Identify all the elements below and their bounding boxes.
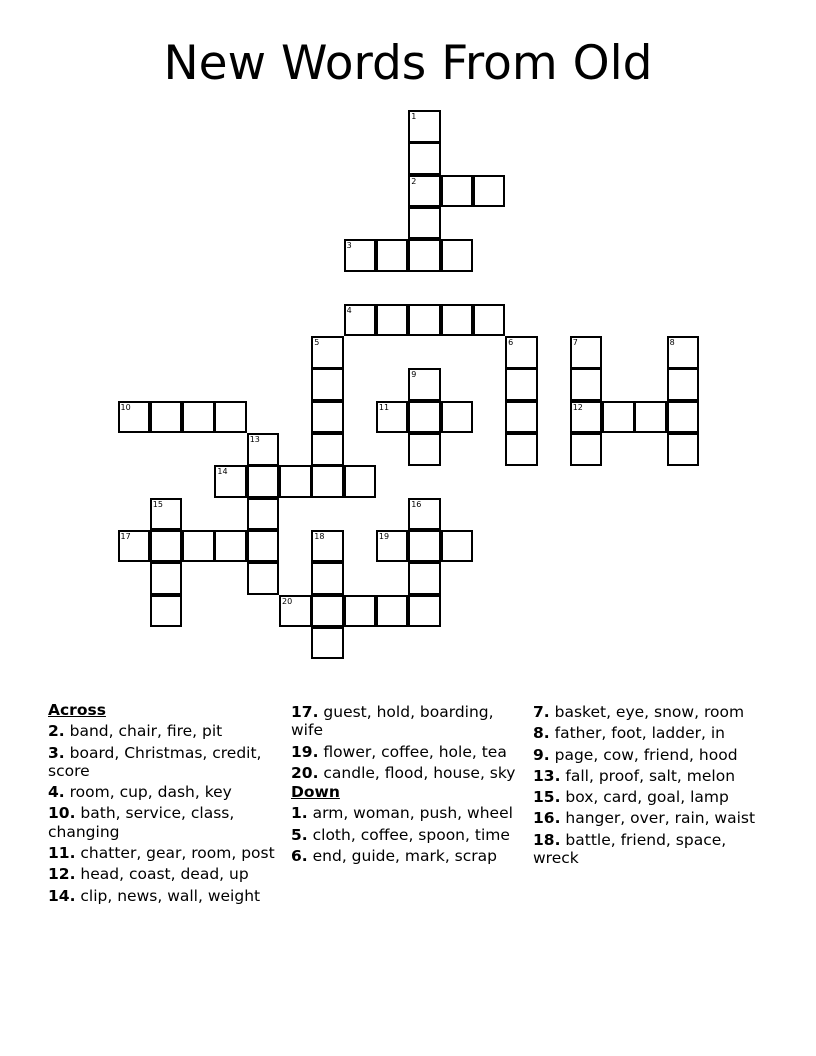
- clue-text: head, coast, dead, up: [80, 865, 249, 884]
- crossword-cell[interactable]: [344, 595, 377, 628]
- clue-number: 3: [346, 241, 352, 251]
- crossword-cell[interactable]: [311, 401, 344, 434]
- crossword-cell[interactable]: [376, 595, 409, 628]
- crossword-cell[interactable]: [570, 401, 603, 434]
- crossword-cell[interactable]: [311, 562, 344, 595]
- clue-num: 2.: [48, 722, 65, 741]
- crossword-cell[interactable]: [441, 304, 474, 337]
- clue-number: 11: [378, 402, 390, 412]
- clue-num: 18.: [533, 830, 561, 849]
- clue-num: 20.: [291, 763, 319, 782]
- clue-number: 20: [282, 596, 293, 606]
- crossword-cell[interactable]: [376, 304, 409, 337]
- crossword-cell[interactable]: [408, 304, 441, 337]
- crossword-cell[interactable]: [634, 401, 667, 434]
- crossword-cell[interactable]: [408, 239, 441, 272]
- crossword-cell[interactable]: [408, 175, 441, 208]
- crossword-cell[interactable]: [441, 175, 474, 208]
- clue-number: 8: [669, 338, 675, 348]
- crossword-cell[interactable]: [408, 207, 441, 240]
- clue-column-2: [291, 700, 519, 865]
- clue-num: 13.: [533, 766, 561, 785]
- clue-text: room, cup, dash, key: [69, 783, 232, 802]
- crossword-cell[interactable]: [505, 401, 538, 434]
- clue-number: 4: [346, 305, 352, 315]
- crossword-cell[interactable]: [214, 401, 247, 434]
- clue-text: cloth, coffee, spoon, time: [312, 825, 510, 844]
- clue-num: 10.: [48, 804, 76, 823]
- crossword-cell[interactable]: [311, 465, 344, 498]
- crossword-cell[interactable]: [247, 465, 280, 498]
- crossword-cell[interactable]: [376, 239, 409, 272]
- crossword-cell[interactable]: [150, 595, 183, 628]
- crossword-cell[interactable]: [247, 562, 280, 595]
- clue-num: 15.: [533, 788, 561, 807]
- crossword-cell[interactable]: [311, 595, 344, 628]
- page-title: New Words From Old: [163, 36, 653, 91]
- crossword-cell[interactable]: [247, 498, 280, 531]
- clue-num: 16.: [533, 809, 561, 828]
- crossword-cell[interactable]: [505, 433, 538, 466]
- clue-across-item: [48, 722, 276, 740]
- crossword-cell[interactable]: [505, 368, 538, 401]
- crossword-cell[interactable]: [505, 336, 538, 369]
- clue-across-item: [291, 743, 519, 761]
- clue-across-item: [291, 764, 519, 782]
- clue-num: 11.: [48, 844, 76, 863]
- crossword-cell[interactable]: [344, 304, 377, 337]
- crossword-cell[interactable]: [344, 465, 377, 498]
- crossword-cell[interactable]: [473, 175, 506, 208]
- clue-number: 6: [508, 338, 514, 348]
- clue-text: bath, service, class, changing: [48, 804, 235, 841]
- down-heading: Down: [291, 783, 340, 802]
- clue-down-item: [533, 767, 761, 785]
- crossword-cell[interactable]: [311, 627, 344, 660]
- crossword-cell[interactable]: [408, 401, 441, 434]
- clue-text: arm, woman, push, wheel: [312, 804, 513, 823]
- clue-text: basket, eye, snow, room: [554, 703, 745, 721]
- clue-text: battle, friend, space, wreck: [533, 830, 727, 868]
- crossword-cell[interactable]: [247, 433, 280, 466]
- crossword-cell[interactable]: [667, 433, 700, 466]
- crossword-cell[interactable]: [279, 465, 312, 498]
- clue-text: guest, hold, boarding, wife: [291, 703, 494, 740]
- crossword-cell[interactable]: [602, 401, 635, 434]
- clue-number: 5: [314, 338, 320, 348]
- clue-down-item: [533, 809, 761, 827]
- crossword-cell[interactable]: [150, 562, 183, 595]
- clue-num: 1.: [291, 804, 308, 823]
- crossword-cell[interactable]: [214, 530, 247, 563]
- clue-text: page, cow, friend, hood: [554, 745, 738, 764]
- clue-number: 19: [378, 531, 390, 541]
- clue-across-item: [48, 844, 276, 862]
- clue-number: 18: [314, 531, 325, 541]
- crossword-cell[interactable]: [344, 239, 377, 272]
- clue-text: board, Christmas, credit, score: [48, 743, 262, 780]
- crossword-cell[interactable]: [408, 142, 441, 175]
- crossword-cell[interactable]: [408, 530, 441, 563]
- crossword-cell[interactable]: [441, 239, 474, 272]
- crossword-cell[interactable]: [473, 304, 506, 337]
- crossword-cell[interactable]: [408, 433, 441, 466]
- clue-down-item: [533, 788, 761, 806]
- clue-text: fall, proof, salt, melon: [565, 766, 736, 785]
- clue-number: 15: [152, 499, 163, 509]
- clue-number: 7: [572, 338, 578, 348]
- clue-num: 12.: [48, 865, 76, 884]
- crossword-cell[interactable]: [247, 530, 280, 563]
- clue-text: end, guide, mark, scrap: [312, 847, 497, 866]
- clue-number: 2: [411, 176, 417, 186]
- crossword-cell[interactable]: [570, 336, 603, 369]
- clue-num: 7.: [533, 703, 550, 721]
- clue-num: 3.: [48, 743, 65, 762]
- clue-down-item: [291, 847, 519, 865]
- clue-across-item: [291, 703, 519, 740]
- clue-across-item: [48, 865, 276, 883]
- clue-down-item: [533, 831, 761, 868]
- crossword-cell[interactable]: [311, 336, 344, 369]
- clue-text: band, chair, fire, pit: [69, 722, 223, 741]
- crossword-cell[interactable]: [311, 530, 344, 563]
- crossword-cell[interactable]: [118, 401, 151, 434]
- clue-number: 9: [411, 370, 417, 380]
- crossword-cell[interactable]: [667, 336, 700, 369]
- clue-number: 13: [249, 435, 260, 444]
- crossword-cell[interactable]: [311, 368, 344, 401]
- crossword-cell[interactable]: [376, 401, 409, 434]
- clue-number: 16: [411, 499, 422, 509]
- crossword-cell[interactable]: [667, 401, 700, 434]
- clue-across-item: [48, 804, 276, 841]
- crossword-cell[interactable]: [570, 368, 603, 401]
- clue-num: 17.: [291, 703, 319, 721]
- crossword-cell[interactable]: [667, 368, 700, 401]
- clue-number: 10: [120, 402, 131, 412]
- crossword-cell[interactable]: [311, 433, 344, 466]
- across-heading: Across: [48, 701, 106, 719]
- clue-num: 4.: [48, 783, 65, 802]
- clue-down-item: [533, 746, 761, 764]
- clue-text: clip, news, wall, weight: [80, 886, 261, 905]
- crossword-cell[interactable]: [214, 465, 247, 498]
- clue-number: 14: [217, 467, 228, 477]
- clue-text: hanger, over, rain, waist: [565, 809, 756, 828]
- crossword-cell[interactable]: [441, 401, 474, 434]
- crossword-cell[interactable]: [408, 562, 441, 595]
- clue-number: 12: [572, 402, 583, 412]
- clue-across-item: [48, 744, 276, 781]
- clue-num: 19.: [291, 742, 319, 761]
- crossword-cell[interactable]: [279, 595, 312, 628]
- clue-num: 8.: [533, 724, 550, 743]
- clue-number: 17: [120, 531, 131, 541]
- crossword-cell[interactable]: [182, 530, 215, 563]
- clue-text: candle, flood, house, sky: [323, 763, 516, 782]
- clue-num: 6.: [291, 847, 308, 866]
- crossword-cell[interactable]: [570, 433, 603, 466]
- clue-down-item: [291, 826, 519, 844]
- clue-down-item: [533, 724, 761, 742]
- clue-text: chatter, gear, room, post: [80, 844, 275, 863]
- crossword-cell[interactable]: [441, 530, 474, 563]
- clue-num: 9.: [533, 745, 550, 764]
- clue-down-item: [291, 804, 519, 822]
- clue-across-item: [48, 783, 276, 801]
- clue-down-item: [533, 703, 761, 721]
- crossword-cell[interactable]: [150, 530, 183, 563]
- crossword-cell[interactable]: [408, 498, 441, 531]
- clue-num: 5.: [291, 825, 308, 844]
- crossword-cell[interactable]: [150, 401, 183, 434]
- crossword-cell[interactable]: [118, 530, 151, 563]
- clue-text: father, foot, ladder, in: [554, 724, 725, 743]
- clue-text: box, card, goal, lamp: [565, 788, 729, 807]
- crossword-cell[interactable]: [408, 368, 441, 401]
- clue-number: 1: [411, 112, 417, 121]
- crossword-cell[interactable]: [376, 530, 409, 563]
- clue-across-item: [48, 887, 276, 905]
- clue-num: 14.: [48, 886, 76, 905]
- crossword-cell[interactable]: [150, 498, 183, 531]
- crossword-cell[interactable]: [408, 110, 441, 143]
- crossword-cell[interactable]: [182, 401, 215, 434]
- clue-column-3: [533, 700, 761, 867]
- crossword-cell[interactable]: [408, 595, 441, 628]
- clue-text: flower, coffee, hole, tea: [323, 742, 507, 761]
- clue-column-1: [48, 700, 276, 905]
